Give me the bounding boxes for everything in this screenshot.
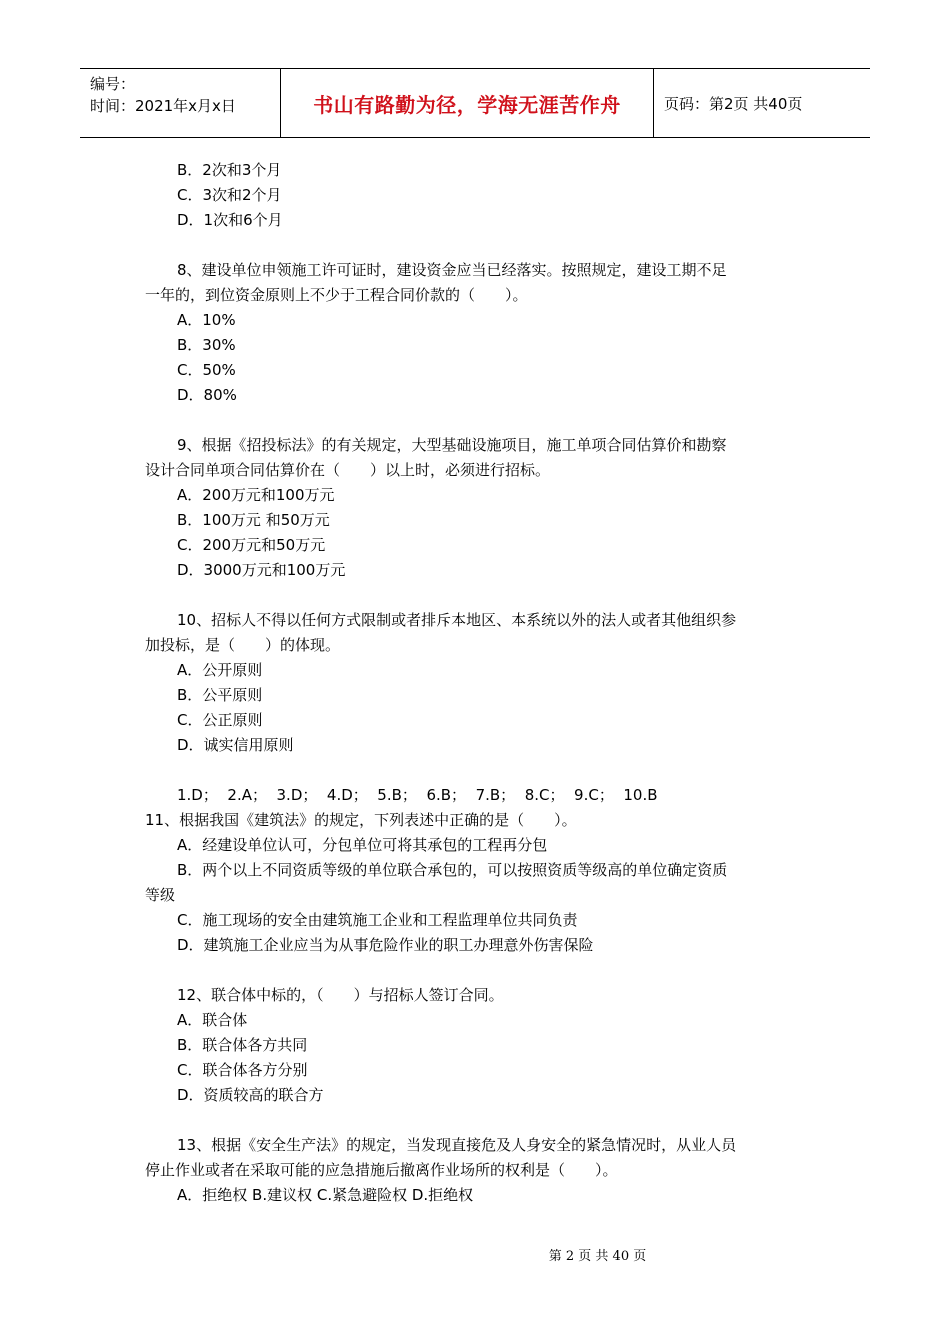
header-page-info: 页码：第2页 共40页 xyxy=(664,94,803,113)
paragraph-gap xyxy=(145,1108,815,1133)
option-line: B．联合体各方共同 xyxy=(177,1036,308,1054)
option-line: B．两个以上不同资质等级的单位联合承包的，可以按照资质等级高的单位确定资质 xyxy=(177,861,728,879)
header-motto-cell xyxy=(281,69,654,137)
option-line: C．50% xyxy=(177,361,236,379)
question-line: 停止作业或者在采取可能的应急措施后撤离作业场所的权利是（ ）。 xyxy=(145,1161,618,1179)
question-line: 13、根据《安全生产法》的规定，当发现直接危及人身安全的紧急情况时，从业人员 xyxy=(177,1136,737,1154)
paragraph-gap xyxy=(145,408,815,433)
footer-page-number: 第 2 页 共 40 页 xyxy=(548,1249,647,1264)
question-line: 一年的，到位资金原则上不少于工程合同价款的（ ）。 xyxy=(145,286,528,304)
option-line: C．施工现场的安全由建筑施工企业和工程监理单位共同负责 xyxy=(177,911,578,929)
question-line: 设计合同单项合同估算价在（ ）以上时，必须进行招标。 xyxy=(145,461,551,479)
document-body xyxy=(145,158,815,1208)
option-line: D．诚实信用原则 xyxy=(177,736,294,754)
option-line: A．公开原则 xyxy=(177,661,263,679)
option-line: D．3000万元和100万元 xyxy=(177,561,346,579)
option-line: C．200万元和50万元 xyxy=(177,536,326,554)
question-line: 8、建设单位申领施工许可证时，建设资金应当已经落实。按照规定，建设工期不足 xyxy=(177,261,727,279)
option-line: C．3次和2个月 xyxy=(177,186,282,204)
option-line: A．拒绝权 B.建议权 C.紧急避险权 D.拒绝权 xyxy=(177,1186,474,1204)
question-line: 11、根据我国《建筑法》的规定，下列表述中正确的是（ ）。 xyxy=(145,811,577,829)
paragraph-gap xyxy=(145,758,815,783)
page-footer xyxy=(0,1245,950,1264)
number-label: 编号： xyxy=(90,75,136,93)
question-line: 12、联合体中标的，（ ）与招标人签订合同。 xyxy=(177,986,504,1004)
option-line: B．公平原则 xyxy=(177,686,263,704)
option-line: B．100万元 和50万元 xyxy=(177,511,330,529)
paragraph-gap xyxy=(145,958,815,983)
question-line: 等级 xyxy=(145,886,176,904)
option-line: A．200万元和100万元 xyxy=(177,486,335,504)
option-line: A．10% xyxy=(177,311,236,329)
option-line: 1.D； 2.A； 3.D； 4.D； 5.B； 6.B； 7.B； 8.C； 9.C； 10.B xyxy=(177,786,658,804)
option-line: B．30% xyxy=(177,336,236,354)
option-line: C．公正原则 xyxy=(177,711,263,729)
option-line: D．80% xyxy=(177,386,237,404)
option-line: C．联合体各方分别 xyxy=(177,1061,308,1079)
question-line: 加投标，是（ ）的体现。 xyxy=(145,636,341,654)
option-line: A．联合体 xyxy=(177,1011,248,1029)
question-line: 10、招标人不得以任何方式限制或者排斥本地区、本系统以外的法人或者其他组织参 xyxy=(177,611,737,629)
motto: 书山有路勤为径，学海无涯苦作舟 xyxy=(313,92,621,117)
option-line: D．建筑施工企业应当为从事危险作业的职工办理意外伤害保险 xyxy=(177,936,594,954)
question-line: 9、根据《招投标法》的有关规定，大型基础设施项目，施工单项合同估算价和勘察 xyxy=(177,436,727,454)
option-line: D．1次和6个月 xyxy=(177,211,283,229)
paragraph-gap xyxy=(145,233,815,258)
header-meta xyxy=(80,69,281,137)
option-line: A．经建设单位认可，分包单位可将其承包的工程再分包 xyxy=(177,836,548,854)
option-line: B．2次和3个月 xyxy=(177,161,282,179)
time-label: 时间：2021年x月x日 xyxy=(90,97,236,115)
paragraph-gap xyxy=(145,583,815,608)
option-line: D．资质较高的联合方 xyxy=(177,1086,324,1104)
page-header xyxy=(80,68,870,138)
